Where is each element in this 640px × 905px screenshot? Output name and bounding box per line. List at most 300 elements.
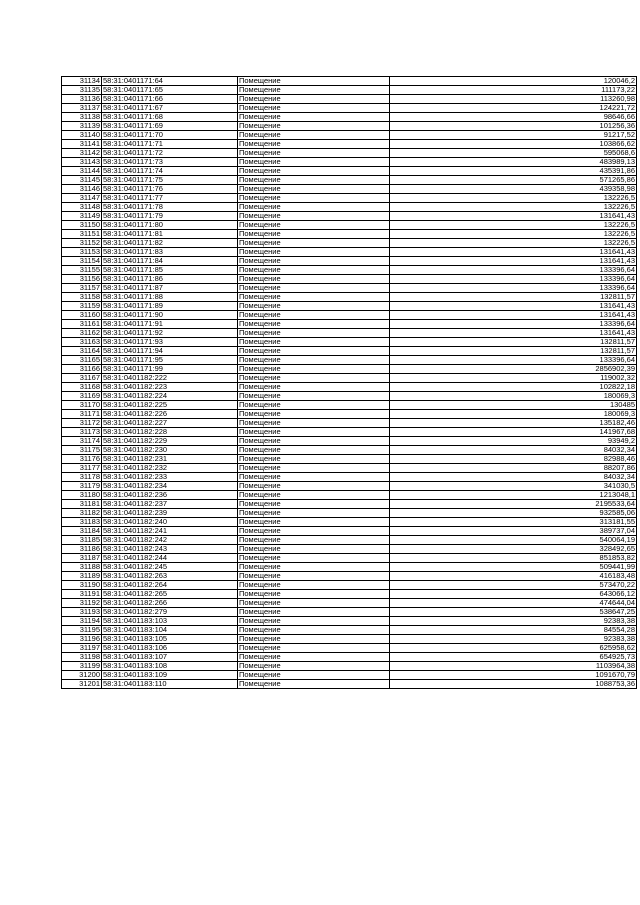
cadastral-value-cell: 133396,64 (390, 275, 637, 284)
cadastral-value-cell: 133396,64 (390, 266, 637, 275)
cadastral-value-cell: 474644,04 (390, 599, 637, 608)
table-row (62, 203, 637, 212)
object-type-cell: Помещение (238, 446, 390, 455)
table-row (62, 347, 637, 356)
object-type-cell: Помещение (238, 374, 390, 383)
table-row (62, 410, 637, 419)
cadastral-value-cell: 643066,12 (390, 590, 637, 599)
row-number-cell: 31179 (62, 482, 102, 491)
object-type-cell: Помещение (238, 464, 390, 473)
object-type-cell: Помещение (238, 563, 390, 572)
object-type-cell: Помещение (238, 311, 390, 320)
object-type-cell: Помещение (238, 644, 390, 653)
object-type-cell: Помещение (238, 410, 390, 419)
cadastral-value-cell: 571265,86 (390, 176, 637, 185)
cadastral-number-cell: 58:31:0401183:110 (102, 680, 238, 689)
row-number-cell: 31163 (62, 338, 102, 347)
row-number-cell: 31188 (62, 563, 102, 572)
row-number-cell: 31194 (62, 617, 102, 626)
row-number-cell: 31159 (62, 302, 102, 311)
table-row (62, 77, 637, 86)
table-row (62, 401, 637, 410)
cadastral-number-cell: 58:31:0401182:227 (102, 419, 238, 428)
cadastral-value-cell: 141967,68 (390, 428, 637, 437)
object-type-cell: Помещение (238, 185, 390, 194)
row-number-cell: 31192 (62, 599, 102, 608)
table-row (62, 626, 637, 635)
row-number-cell: 31161 (62, 320, 102, 329)
row-number-cell: 31167 (62, 374, 102, 383)
object-type-cell: Помещение (238, 428, 390, 437)
object-type-cell: Помещение (238, 338, 390, 347)
table-row (62, 131, 637, 140)
table-row (62, 320, 637, 329)
cadastral-number-cell: 58:31:0401171:77 (102, 194, 238, 203)
cadastral-number-cell: 58:31:0401171:65 (102, 86, 238, 95)
table-row (62, 356, 637, 365)
object-type-cell: Помещение (238, 491, 390, 500)
row-number-cell: 31181 (62, 500, 102, 509)
table-row (62, 122, 637, 131)
table-row (62, 599, 637, 608)
cadastral-number-cell: 58:31:0401171:78 (102, 203, 238, 212)
cadastral-value-cell: 133396,64 (390, 320, 637, 329)
table-row (62, 311, 637, 320)
cadastral-value-cell: 82988,46 (390, 455, 637, 464)
cadastral-number-cell: 58:31:0401171:92 (102, 329, 238, 338)
object-type-cell: Помещение (238, 320, 390, 329)
table-row (62, 275, 637, 284)
table-row (62, 302, 637, 311)
row-number-cell: 31164 (62, 347, 102, 356)
table-row (62, 572, 637, 581)
object-type-cell: Помещение (238, 212, 390, 221)
object-type-cell: Помещение (238, 608, 390, 617)
cadastral-value-cell: 932585,06 (390, 509, 637, 518)
cadastral-value-cell: 509441,99 (390, 563, 637, 572)
cadastral-value-cell: 131641,43 (390, 248, 637, 257)
cadastral-number-cell: 58:31:0401171:86 (102, 275, 238, 284)
object-type-cell: Помещение (238, 383, 390, 392)
object-type-cell: Помещение (238, 680, 390, 689)
cadastral-number-cell: 58:31:0401171:84 (102, 257, 238, 266)
row-number-cell: 31134 (62, 77, 102, 86)
cadastral-value-cell: 1103964,38 (390, 662, 637, 671)
table-row (62, 446, 637, 455)
cadastral-value-cell: 135182,46 (390, 419, 637, 428)
cadastral-number-cell: 58:31:0401171:75 (102, 176, 238, 185)
table-row (62, 158, 637, 167)
object-type-cell: Помещение (238, 662, 390, 671)
row-number-cell: 31190 (62, 581, 102, 590)
table-row (62, 113, 637, 122)
cadastral-number-cell: 58:31:0401171:68 (102, 113, 238, 122)
table-row (62, 671, 637, 680)
object-type-cell: Помещение (238, 617, 390, 626)
cadastral-value-cell: 124221,72 (390, 104, 637, 113)
table-row (62, 464, 637, 473)
table-row (62, 239, 637, 248)
object-type-cell: Помещение (238, 158, 390, 167)
row-number-cell: 31136 (62, 95, 102, 104)
table-row (62, 536, 637, 545)
cadastral-value-cell: 180069,3 (390, 392, 637, 401)
cadastral-value-cell: 133396,64 (390, 356, 637, 365)
object-type-cell: Помещение (238, 437, 390, 446)
cadastral-value-cell: 625958,62 (390, 644, 637, 653)
cadastral-number-cell: 58:31:0401183:109 (102, 671, 238, 680)
row-number-cell: 31169 (62, 392, 102, 401)
object-type-cell: Помещение (238, 356, 390, 365)
table-row (62, 509, 637, 518)
object-type-cell: Помещение (238, 149, 390, 158)
cadastral-value-cell: 98646,66 (390, 113, 637, 122)
row-number-cell: 31193 (62, 608, 102, 617)
cadastral-value-cell: 540064,19 (390, 536, 637, 545)
cadastral-number-cell: 58:31:0401183:108 (102, 662, 238, 671)
cadastral-number-cell: 58:31:0401182:236 (102, 491, 238, 500)
cadastral-value-cell: 2195533,64 (390, 500, 637, 509)
object-type-cell: Помещение (238, 176, 390, 185)
object-type-cell: Помещение (238, 536, 390, 545)
object-type-cell: Помещение (238, 509, 390, 518)
table-row (62, 644, 637, 653)
cadastral-number-cell: 58:31:0401183:103 (102, 617, 238, 626)
row-number-cell: 31142 (62, 149, 102, 158)
object-type-cell: Помещение (238, 545, 390, 554)
object-type-cell: Помещение (238, 581, 390, 590)
object-type-cell: Помещение (238, 113, 390, 122)
table-row (62, 635, 637, 644)
cadastral-number-cell: 58:31:0401182:231 (102, 455, 238, 464)
cadastral-value-cell: 132811,57 (390, 347, 637, 356)
row-number-cell: 31201 (62, 680, 102, 689)
row-number-cell: 31176 (62, 455, 102, 464)
table-row (62, 221, 637, 230)
cadastral-value-cell: 131641,43 (390, 212, 637, 221)
object-type-cell: Помещение (238, 653, 390, 662)
cadastral-number-cell: 58:31:0401183:106 (102, 644, 238, 653)
cadastral-number-cell: 58:31:0401182:244 (102, 554, 238, 563)
table-row (62, 95, 637, 104)
object-type-cell: Помещение (238, 365, 390, 374)
row-number-cell: 31187 (62, 554, 102, 563)
object-type-cell: Помещение (238, 671, 390, 680)
object-type-cell: Помещение (238, 329, 390, 338)
object-type-cell: Помещение (238, 473, 390, 482)
table-row (62, 437, 637, 446)
cadastral-number-cell: 58:31:0401171:83 (102, 248, 238, 257)
table-row (62, 140, 637, 149)
cadastral-value-cell: 328492,65 (390, 545, 637, 554)
cadastral-number-cell: 58:31:0401171:74 (102, 167, 238, 176)
object-type-cell: Помещение (238, 131, 390, 140)
cadastral-value-cell: 483989,13 (390, 158, 637, 167)
cadastral-value-cell: 851853,82 (390, 554, 637, 563)
row-number-cell: 31172 (62, 419, 102, 428)
cadastral-value-cell: 92383,38 (390, 635, 637, 644)
cadastral-number-cell: 58:31:0401171:80 (102, 221, 238, 230)
cadastral-number-cell: 58:31:0401182:222 (102, 374, 238, 383)
cadastral-number-cell: 58:31:0401171:81 (102, 230, 238, 239)
table-row (62, 383, 637, 392)
table-row (62, 230, 637, 239)
row-number-cell: 31178 (62, 473, 102, 482)
cadastral-value-cell: 132226,5 (390, 221, 637, 230)
table-row (62, 419, 637, 428)
object-type-cell: Помещение (238, 203, 390, 212)
object-type-cell: Помещение (238, 347, 390, 356)
cadastral-number-cell: 58:31:0401171:85 (102, 266, 238, 275)
cadastral-value-cell: 654925,73 (390, 653, 637, 662)
cadastral-table (61, 76, 637, 689)
cadastral-number-cell: 58:31:0401182:242 (102, 536, 238, 545)
cadastral-value-cell: 1091670,79 (390, 671, 637, 680)
cadastral-value-cell: 131641,43 (390, 329, 637, 338)
object-type-cell: Помещение (238, 257, 390, 266)
row-number-cell: 31162 (62, 329, 102, 338)
row-number-cell: 31166 (62, 365, 102, 374)
table-row (62, 212, 637, 221)
cadastral-number-cell: 58:31:0401171:93 (102, 338, 238, 347)
cadastral-value-cell: 538647,25 (390, 608, 637, 617)
cadastral-number-cell: 58:31:0401171:90 (102, 311, 238, 320)
table-row (62, 176, 637, 185)
cadastral-number-cell: 58:31:0401182:243 (102, 545, 238, 554)
object-type-cell: Помещение (238, 266, 390, 275)
cadastral-number-cell: 58:31:0401171:76 (102, 185, 238, 194)
row-number-cell: 31137 (62, 104, 102, 113)
table-row (62, 500, 637, 509)
table-body (62, 77, 637, 689)
table-row (62, 608, 637, 617)
object-type-cell: Помещение (238, 572, 390, 581)
table-row (62, 104, 637, 113)
object-type-cell: Помещение (238, 86, 390, 95)
cadastral-number-cell: 58:31:0401182:263 (102, 572, 238, 581)
cadastral-value-cell: 131641,43 (390, 302, 637, 311)
object-type-cell: Помещение (238, 104, 390, 113)
object-type-cell: Помещение (238, 230, 390, 239)
object-type-cell: Помещение (238, 500, 390, 509)
cadastral-value-cell: 103866,62 (390, 140, 637, 149)
row-number-cell: 31138 (62, 113, 102, 122)
cadastral-number-cell: 58:31:0401182:237 (102, 500, 238, 509)
row-number-cell: 31165 (62, 356, 102, 365)
cadastral-value-cell: 133396,64 (390, 284, 637, 293)
cadastral-number-cell: 58:31:0401182:229 (102, 437, 238, 446)
row-number-cell: 31154 (62, 257, 102, 266)
row-number-cell: 31175 (62, 446, 102, 455)
object-type-cell: Помещение (238, 275, 390, 284)
row-number-cell: 31155 (62, 266, 102, 275)
table-row (62, 527, 637, 536)
cadastral-value-cell: 119002,32 (390, 374, 637, 383)
cadastral-number-cell: 58:31:0401171:69 (102, 122, 238, 131)
table-row (62, 86, 637, 95)
object-type-cell: Помещение (238, 239, 390, 248)
object-type-cell: Помещение (238, 194, 390, 203)
cadastral-number-cell: 58:31:0401171:95 (102, 356, 238, 365)
cadastral-number-cell: 58:31:0401171:79 (102, 212, 238, 221)
cadastral-number-cell: 58:31:0401171:66 (102, 95, 238, 104)
row-number-cell: 31147 (62, 194, 102, 203)
cadastral-value-cell: 132226,5 (390, 239, 637, 248)
table-row (62, 491, 637, 500)
row-number-cell: 31150 (62, 221, 102, 230)
row-number-cell: 31200 (62, 671, 102, 680)
object-type-cell: Помещение (238, 419, 390, 428)
row-number-cell: 31174 (62, 437, 102, 446)
cadastral-number-cell: 58:31:0401171:64 (102, 77, 238, 86)
table-row (62, 392, 637, 401)
cadastral-number-cell: 58:31:0401171:73 (102, 158, 238, 167)
table-row (62, 455, 637, 464)
row-number-cell: 31149 (62, 212, 102, 221)
cadastral-value-cell: 435391,86 (390, 167, 637, 176)
cadastral-value-cell: 130485 (390, 401, 637, 410)
object-type-cell: Помещение (238, 590, 390, 599)
table-row (62, 554, 637, 563)
object-type-cell: Помещение (238, 284, 390, 293)
cadastral-number-cell: 58:31:0401182:226 (102, 410, 238, 419)
cadastral-value-cell: 91217,52 (390, 131, 637, 140)
cadastral-value-cell: 132226,5 (390, 230, 637, 239)
object-type-cell: Помещение (238, 302, 390, 311)
table-row (62, 329, 637, 338)
table-row (62, 365, 637, 374)
cadastral-number-cell: 58:31:0401182:264 (102, 581, 238, 590)
object-type-cell: Помещение (238, 248, 390, 257)
object-type-cell: Помещение (238, 626, 390, 635)
row-number-cell: 31153 (62, 248, 102, 257)
cadastral-number-cell: 58:31:0401171:87 (102, 284, 238, 293)
row-number-cell: 31135 (62, 86, 102, 95)
table-row (62, 338, 637, 347)
table-row (62, 185, 637, 194)
object-type-cell: Помещение (238, 140, 390, 149)
row-number-cell: 31180 (62, 491, 102, 500)
cadastral-value-cell: 180069,3 (390, 410, 637, 419)
cadastral-number-cell: 58:31:0401171:72 (102, 149, 238, 158)
table-row (62, 473, 637, 482)
row-number-cell: 31148 (62, 203, 102, 212)
row-number-cell: 31146 (62, 185, 102, 194)
cadastral-value-cell: 101256,36 (390, 122, 637, 131)
table-row (62, 428, 637, 437)
cadastral-value-cell: 595068,6 (390, 149, 637, 158)
table-row (62, 518, 637, 527)
cadastral-number-cell: 58:31:0401171:94 (102, 347, 238, 356)
cadastral-number-cell: 58:31:0401182:223 (102, 383, 238, 392)
row-number-cell: 31143 (62, 158, 102, 167)
cadastral-number-cell: 58:31:0401171:91 (102, 320, 238, 329)
cadastral-number-cell: 58:31:0401182:233 (102, 473, 238, 482)
table-row (62, 590, 637, 599)
cadastral-value-cell: 1088753,36 (390, 680, 637, 689)
object-type-cell: Помещение (238, 293, 390, 302)
cadastral-value-cell: 102822,18 (390, 383, 637, 392)
cadastral-value-cell: 132811,57 (390, 293, 637, 302)
object-type-cell: Помещение (238, 221, 390, 230)
row-number-cell: 31144 (62, 167, 102, 176)
row-number-cell: 31160 (62, 311, 102, 320)
cadastral-value-cell: 341030,5 (390, 482, 637, 491)
row-number-cell: 31158 (62, 293, 102, 302)
row-number-cell: 31141 (62, 140, 102, 149)
row-number-cell: 31183 (62, 518, 102, 527)
cadastral-number-cell: 58:31:0401182:279 (102, 608, 238, 617)
row-number-cell: 31189 (62, 572, 102, 581)
table-row (62, 563, 637, 572)
row-number-cell: 31140 (62, 131, 102, 140)
cadastral-number-cell: 58:31:0401171:70 (102, 131, 238, 140)
row-number-cell: 31139 (62, 122, 102, 131)
cadastral-value-cell: 84032,34 (390, 473, 637, 482)
object-type-cell: Помещение (238, 482, 390, 491)
cadastral-number-cell: 58:31:0401183:104 (102, 626, 238, 635)
table-row (62, 257, 637, 266)
cadastral-number-cell: 58:31:0401182:266 (102, 599, 238, 608)
table-row (62, 653, 637, 662)
cadastral-number-cell: 58:31:0401182:228 (102, 428, 238, 437)
row-number-cell: 31171 (62, 410, 102, 419)
row-number-cell: 31182 (62, 509, 102, 518)
cadastral-number-cell: 58:31:0401182:240 (102, 518, 238, 527)
row-number-cell: 31177 (62, 464, 102, 473)
cadastral-number-cell: 58:31:0401182:225 (102, 401, 238, 410)
cadastral-value-cell: 88207,86 (390, 464, 637, 473)
table-row (62, 662, 637, 671)
cadastral-number-cell: 58:31:0401171:88 (102, 293, 238, 302)
cadastral-number-cell: 58:31:0401182:230 (102, 446, 238, 455)
cadastral-value-cell: 111173,22 (390, 86, 637, 95)
table-row (62, 284, 637, 293)
object-type-cell: Помещение (238, 122, 390, 131)
object-type-cell: Помещение (238, 599, 390, 608)
table-row (62, 617, 637, 626)
row-number-cell: 31170 (62, 401, 102, 410)
cadastral-value-cell: 132226,5 (390, 203, 637, 212)
row-number-cell: 31191 (62, 590, 102, 599)
table-row (62, 194, 637, 203)
row-number-cell: 31152 (62, 239, 102, 248)
cadastral-number-cell: 58:31:0401182:265 (102, 590, 238, 599)
object-type-cell: Помещение (238, 401, 390, 410)
cadastral-value-cell: 93949,2 (390, 437, 637, 446)
cadastral-number-cell: 58:31:0401171:71 (102, 140, 238, 149)
table-row (62, 149, 637, 158)
cadastral-number-cell: 58:31:0401182:245 (102, 563, 238, 572)
table-row (62, 581, 637, 590)
cadastral-value-cell: 84554,28 (390, 626, 637, 635)
row-number-cell: 31157 (62, 284, 102, 293)
table-row (62, 167, 637, 176)
row-number-cell: 31173 (62, 428, 102, 437)
row-number-cell: 31199 (62, 662, 102, 671)
table-row (62, 266, 637, 275)
cadastral-value-cell: 2856902,39 (390, 365, 637, 374)
cadastral-number-cell: 58:31:0401182:224 (102, 392, 238, 401)
row-number-cell: 31197 (62, 644, 102, 653)
row-number-cell: 31156 (62, 275, 102, 284)
cadastral-number-cell: 58:31:0401182:241 (102, 527, 238, 536)
cadastral-number-cell: 58:31:0401182:239 (102, 509, 238, 518)
row-number-cell: 31198 (62, 653, 102, 662)
object-type-cell: Помещение (238, 167, 390, 176)
cadastral-value-cell: 92383,38 (390, 617, 637, 626)
cadastral-value-cell: 416183,48 (390, 572, 637, 581)
